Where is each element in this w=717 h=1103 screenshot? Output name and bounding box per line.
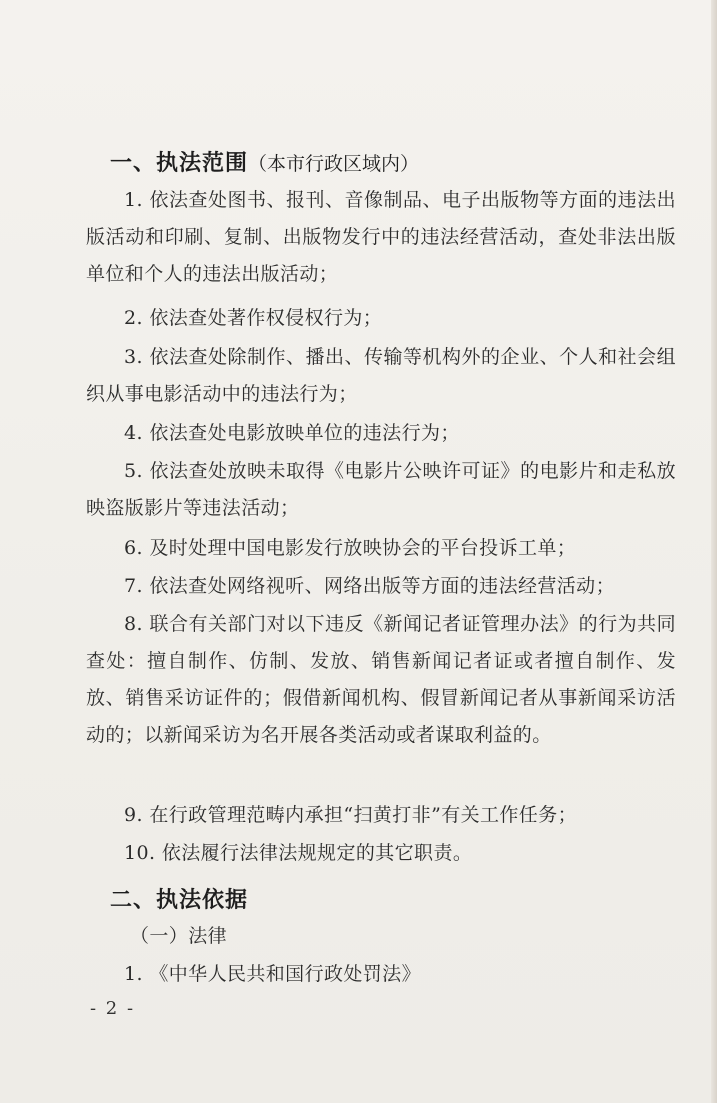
item-5: 5. 依法查处放映未取得《电影片公映许可证》的电影片和走私放映盗版影片等违法活动； — [86, 460, 676, 519]
section2-title: 二、执法依据 — [110, 887, 249, 913]
law-item-1: 1. 《中华人民共和国行政处罚法》 — [124, 963, 421, 985]
section-heading-basis — [110, 883, 248, 914]
item-7: 7. 依法查处网络视听、网络出版等方面的违法经营活动； — [124, 575, 615, 597]
item-9: 9. 在行政管理范畴内承担“扫黄打非”有关工作任务； — [124, 804, 577, 826]
section-heading-scope — [110, 146, 419, 177]
subsection-law: （一）法律 — [130, 925, 228, 947]
section-title: 一、执法范围 — [110, 150, 249, 176]
item-4: 4. 依法查处电影放映单位的违法行为； — [124, 422, 460, 444]
item-1: 1. 依法查处图书、报刊、音像制品、电子出版物等方面的违法出版活动和印刷、复制、出版物发行中的违法经营活动，查处非法出版单位和个人的违法出版活动； — [86, 189, 676, 285]
item-3: 3. 依法查处除制作、播出、传输等机构外的企业、个人和社会组织从事电影活动中的违法行为； — [86, 346, 676, 405]
item-2: 2. 依法查处著作权侵权行为； — [124, 307, 383, 329]
item-6: 6. 及时处理中国电影发行放映协会的平台投诉工单； — [124, 537, 577, 559]
item-8: 8. 联合有关部门对以下违反《新闻记者证管理办法》的行为共同查处：擅自制作、仿制、发放、销售新闻记者证或者擅自制作、发放、销售采访证件的；假借新闻机构、假冒新闻记者从事新闻采访活动的；以新闻采访为名开展各类活动或者谋取利益的。 — [86, 613, 676, 746]
section-note: （本市行政区域内） — [248, 153, 420, 175]
page-edge — [711, 0, 717, 1103]
page-number: - 2 - — [90, 998, 136, 1019]
item-10: 10. 依法履行法律法规规定的其它职责。 — [124, 842, 473, 864]
